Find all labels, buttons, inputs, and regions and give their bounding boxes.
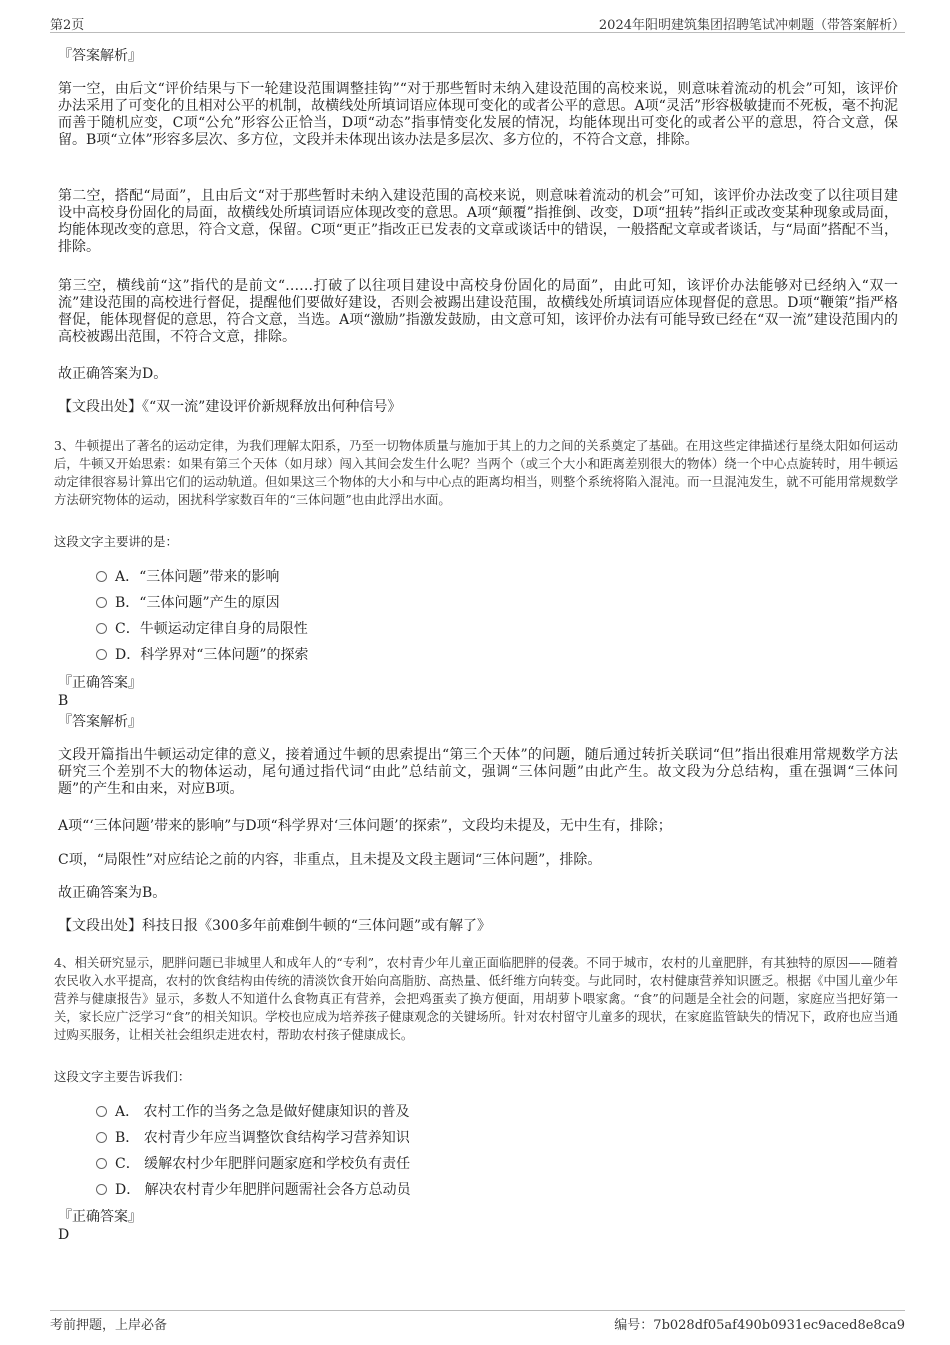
radio-icon[interactable] — [96, 649, 107, 660]
q3-source: 【文段出处】科技日报《300多年前难倒牛顿的“三体问题”或有解了》 — [58, 918, 492, 934]
q4-question-text: 4、相关研究显示，肥胖问题已非城里人和成年人的“专利”，农村青少年儿童正面临肥胖的侵袭。不同于城市，农村的儿童肥胖，有其独特的原因——随着农民收入水平提高，农村的饮食结构由传统的清淡饮食开始向高脂肪、高热量、低纤维方向转变。与此同时，农村健康营养知识匮乏。根据《中国儿童少年营养与健康报告》显示，多数人不知道什么食物真正有营养，会把鸡蛋卖了换方便面，用胡萝卜喂家禽。“食”的问题是全社会的问题，家庭应当把好第一关，家长应广泛学习“食”的相关知识。学校也应成为培养孩子健康观念的关键场所。针对农村留守儿童多的现状，在家庭监管缺失的情况下，政府也应当通过购买服务，让相关社会组织走进农村，帮助农村孩子健康成长。 — [54, 955, 898, 1042]
radio-icon[interactable] — [96, 623, 107, 634]
q3-option-a[interactable]: A．“三体问题”带来的影响 — [96, 568, 279, 586]
q3-analysis-paragraph-1: 文段开篇指出牛顿运动定律的意义，接着通过牛顿的思索提出“第三个天体”的问题，随后通过转折关联词“但”指出很难用常规数学方法研究三个差别不大的物体运动，尾句通过指代词“由此”总结前文，强调“三体问题”由此产生。故文段为分总结构，重在强调“三体问题”的产生和由来，对应B项。 — [58, 747, 898, 797]
q3-analysis-label: 『答案解析』 — [58, 714, 142, 730]
q2-source: 【文段出处】《“双一流”建设评价新规释放出何种信号》 — [58, 399, 402, 415]
radio-icon[interactable] — [96, 571, 107, 582]
document-id: 编号：7b028df05af490b0931ec9aced8e8ca9 — [614, 1318, 905, 1333]
q4-option-d[interactable]: D． 解决农村青少年肥胖问题需社会各方总动员 — [96, 1181, 411, 1199]
radio-icon[interactable] — [96, 1132, 107, 1143]
q4-option-c[interactable]: C． 缓解农村少年肥胖问题家庭和学校负有责任 — [96, 1155, 410, 1173]
q3-option-d[interactable]: D．科学界对“三体问题”的探索 — [96, 646, 309, 664]
q2-analysis-paragraph-2: 第二空，搭配“局面”，且由后文“对于那些暂时未纳入建设范围的高校来说，则意味着流动的机会”可知，该评价办法改变了以往项目建设中高校身份固化的局面，故横线处所填词语应体现改变的意思。A项“颠覆”指推倒、改变，D项“扭转”指纠正或改变某种现象或局面，均能体现改变的意思，符合文意，保留。C项“更正”指改正已发表的文章或谈话中的错误，一般搭配文章或者谈话，与“局面”搭配不当，排除。 — [58, 188, 898, 255]
q3-prompt: 这段文字主要讲的是： — [54, 534, 178, 549]
q3-analysis-paragraph-2: A项“‘三体问题’带来的影响”与D项“科学界对‘三体问题’的探索”，文段均未提及，无中生有，排除； — [58, 818, 672, 834]
q2-conclusion: 故正确答案为D。 — [58, 366, 168, 382]
radio-icon[interactable] — [96, 1158, 107, 1169]
document-title: 2024年阳明建筑集团招聘笔试冲刺题（带答案解析） — [598, 18, 905, 33]
radio-icon[interactable] — [96, 597, 107, 608]
radio-icon[interactable] — [96, 1184, 107, 1195]
q2-analysis-paragraph-1: 第一空，由后文“评价结果与下一轮建设范围调整挂钩”“对于那些暂时未纳入建设范围的高校来说，则意味着流动的机会”可知，该评价办法采用了可变化的且相对公平的机制，故横线处所填词语应体现可变化的或者公平的意思。A项“灵活”形容极敏捷而不死板，毫不拘泥而善于随机应变，C项“公允”形容公正恰当，D项“动态”指事情变化发展的情况，均能体现出可变化的或者公平的意思，符合文意，保留。B项“立体”形容多层次、多方位，文段并未体现出该办法是多层次、多方位的，不符合文意，排除。 — [58, 81, 898, 148]
q3-analysis-paragraph-3: C项，“局限性”对应结论之前的内容，非重点，且未提及文段主题词“三体问题”，排除。 — [58, 852, 602, 868]
q2-analysis-paragraph-3: 第三空，横线前“这”指代的是前文“……打破了以往项目建设中高校身份固化的局面”，由此可知，该评价办法能够对已经纳入“双一流”建设范围的高校进行督促，提醒他们要做好建设，否则会被踢出建设范围，故横线处所填词语应体现督促的意思。D项“鞭策”指严格督促，能体现督促的意思，符合文意，当选。A项“激励”指激发鼓励，由文意可知，该评价办法有可能导致已经在“双一流”建设范围内的高校被踢出范围，不符合文意，排除。 — [58, 278, 898, 345]
q3-answer-label: 『正确答案』 — [58, 675, 142, 691]
q3-question-text: 3、牛顿提出了著名的运动定律，为我们理解太阳系，乃至一切物体质量与施加于其上的力之间的关系奠定了基础。在用这些定律描述行星绕太阳如何运动后，牛顿又开始思索：如果有第三个天体（如月球）闯入其间会发生什么呢？当两个（或三个大小和距离差别很大的物体）绕一个中心点旋转时，用牛顿运动定律很容易计算出它们的运动轨道。但如果这三个物体的大小和与中心点的距离均相当，则整个系统将陷入混沌。而一旦混沌发生，就不可能用常规数学方法研究物体的运动，困扰科学家数百年的“三体问题”也由此浮出水面。 — [54, 438, 898, 507]
q4-option-a[interactable]: A． 农村工作的当务之急是做好健康知识的普及 — [96, 1103, 410, 1121]
footer-slogan: 考前押题，上岸必备 — [50, 1318, 168, 1333]
radio-icon[interactable] — [96, 1106, 107, 1117]
q3-answer: B — [58, 693, 69, 709]
q3-option-c[interactable]: C．牛顿运动定律自身的局限性 — [96, 620, 308, 638]
q4-prompt: 这段文字主要告诉我们： — [54, 1069, 191, 1084]
q4-answer: D — [58, 1227, 70, 1243]
page-footer — [50, 1310, 905, 1333]
q3-conclusion: 故正确答案为B。 — [58, 885, 167, 901]
q4-option-b[interactable]: B． 农村青少年应当调整饮食结构学习营养知识 — [96, 1129, 410, 1147]
page-number: 第2页 — [50, 18, 85, 33]
page-header — [50, 12, 905, 33]
q3-option-b[interactable]: B．“三体问题”产生的原因 — [96, 594, 280, 612]
q2-analysis-label: 『答案解析』 — [58, 48, 142, 64]
q4-answer-label: 『正确答案』 — [58, 1209, 142, 1225]
